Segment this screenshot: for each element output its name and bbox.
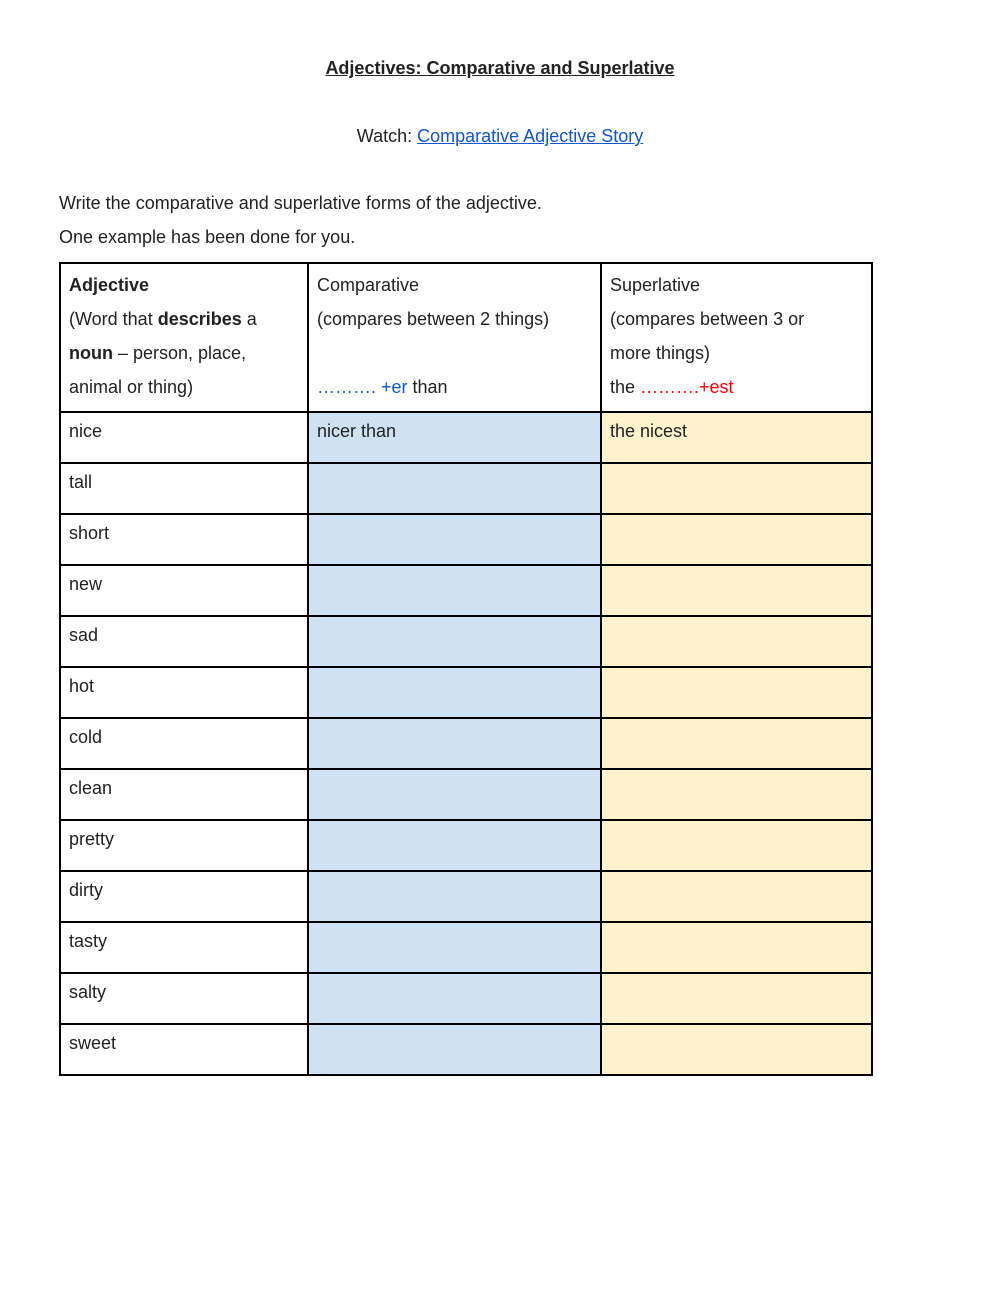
instruction-line-1: Write the comparative and superlative forms of the adjective.: [59, 193, 542, 213]
adjective-cell: tasty: [60, 922, 308, 973]
comparative-cell[interactable]: [308, 463, 601, 514]
header-row: [60, 263, 872, 412]
header-adjective-desc-1: (Word that describes a: [69, 309, 257, 329]
adjective-cell: nice: [60, 412, 308, 463]
table-row: [60, 616, 872, 667]
comparative-cell[interactable]: [308, 616, 601, 667]
header-adjective-desc-2: noun – person, place,: [69, 343, 247, 363]
comparative-cell[interactable]: [308, 1024, 601, 1075]
table-row: [60, 412, 872, 463]
header-superlative-pattern: the ……….+est: [610, 377, 734, 397]
comparative-cell[interactable]: [308, 514, 601, 565]
table-row: [60, 769, 872, 820]
adjective-cell: salty: [60, 973, 308, 1024]
comparative-cell[interactable]: [308, 871, 601, 922]
comparative-cell[interactable]: [308, 718, 601, 769]
adjective-cell: tall: [60, 463, 308, 514]
header-superlative-title: Superlative: [610, 275, 701, 295]
header-adjective: [60, 263, 308, 412]
page-title: Adjectives: Comparative and Superlative: [325, 58, 675, 78]
superlative-cell[interactable]: [601, 463, 872, 514]
adjective-cell: hot: [60, 667, 308, 718]
header-superlative: [601, 263, 872, 412]
instruction-line-2: One example has been done for you.: [59, 227, 356, 247]
superlative-cell[interactable]: [601, 718, 872, 769]
table-row: [60, 1024, 872, 1075]
superlative-cell[interactable]: [601, 973, 872, 1024]
superlative-cell[interactable]: the nicest: [601, 412, 872, 463]
adjective-cell: clean: [60, 769, 308, 820]
superlative-cell[interactable]: [601, 871, 872, 922]
comparative-cell[interactable]: [308, 667, 601, 718]
table-row: [60, 718, 872, 769]
adjective-cell: cold: [60, 718, 308, 769]
table-row: [60, 871, 872, 922]
watch-label: Watch:: [356, 126, 418, 146]
adjective-cell: sad: [60, 616, 308, 667]
story-link[interactable]: Comparative Adjective Story: [417, 126, 644, 146]
superlative-cell[interactable]: [601, 565, 872, 616]
watch-line: [0, 126, 1000, 147]
superlative-cell[interactable]: [601, 922, 872, 973]
comparative-cell[interactable]: [308, 973, 601, 1024]
table-row: [60, 667, 872, 718]
header-adjective-desc-3: animal or thing): [69, 377, 194, 397]
table-row: [60, 463, 872, 514]
table-row: [60, 565, 872, 616]
superlative-cell[interactable]: [601, 1024, 872, 1075]
superlative-cell[interactable]: [601, 769, 872, 820]
superlative-cell[interactable]: [601, 820, 872, 871]
header-comparative-pattern: ………. +er than: [317, 377, 448, 397]
superlative-cell[interactable]: [601, 514, 872, 565]
header-comparative: [308, 263, 601, 412]
comparative-cell[interactable]: [308, 565, 601, 616]
adjective-cell: pretty: [60, 820, 308, 871]
comparative-cell[interactable]: [308, 769, 601, 820]
comparative-cell[interactable]: nicer than: [308, 412, 601, 463]
header-superlative-desc-2: more things): [610, 343, 711, 363]
adjective-cell: sweet: [60, 1024, 308, 1075]
superlative-cell[interactable]: [601, 616, 872, 667]
header-comparative-title: Comparative: [317, 275, 420, 295]
table-row: [60, 973, 872, 1024]
header-superlative-desc-1: (compares between 3 or: [610, 309, 805, 329]
table-row: [60, 514, 872, 565]
adjective-table: [59, 262, 873, 1076]
header-adjective-title: Adjective: [69, 275, 150, 295]
adjective-cell: new: [60, 565, 308, 616]
adjective-cell: short: [60, 514, 308, 565]
table-row: [60, 820, 872, 871]
header-comparative-desc: (compares between 2 things): [317, 309, 550, 329]
superlative-cell[interactable]: [601, 667, 872, 718]
comparative-cell[interactable]: [308, 820, 601, 871]
table-row: [60, 922, 872, 973]
comparative-cell[interactable]: [308, 922, 601, 973]
adjective-cell: dirty: [60, 871, 308, 922]
